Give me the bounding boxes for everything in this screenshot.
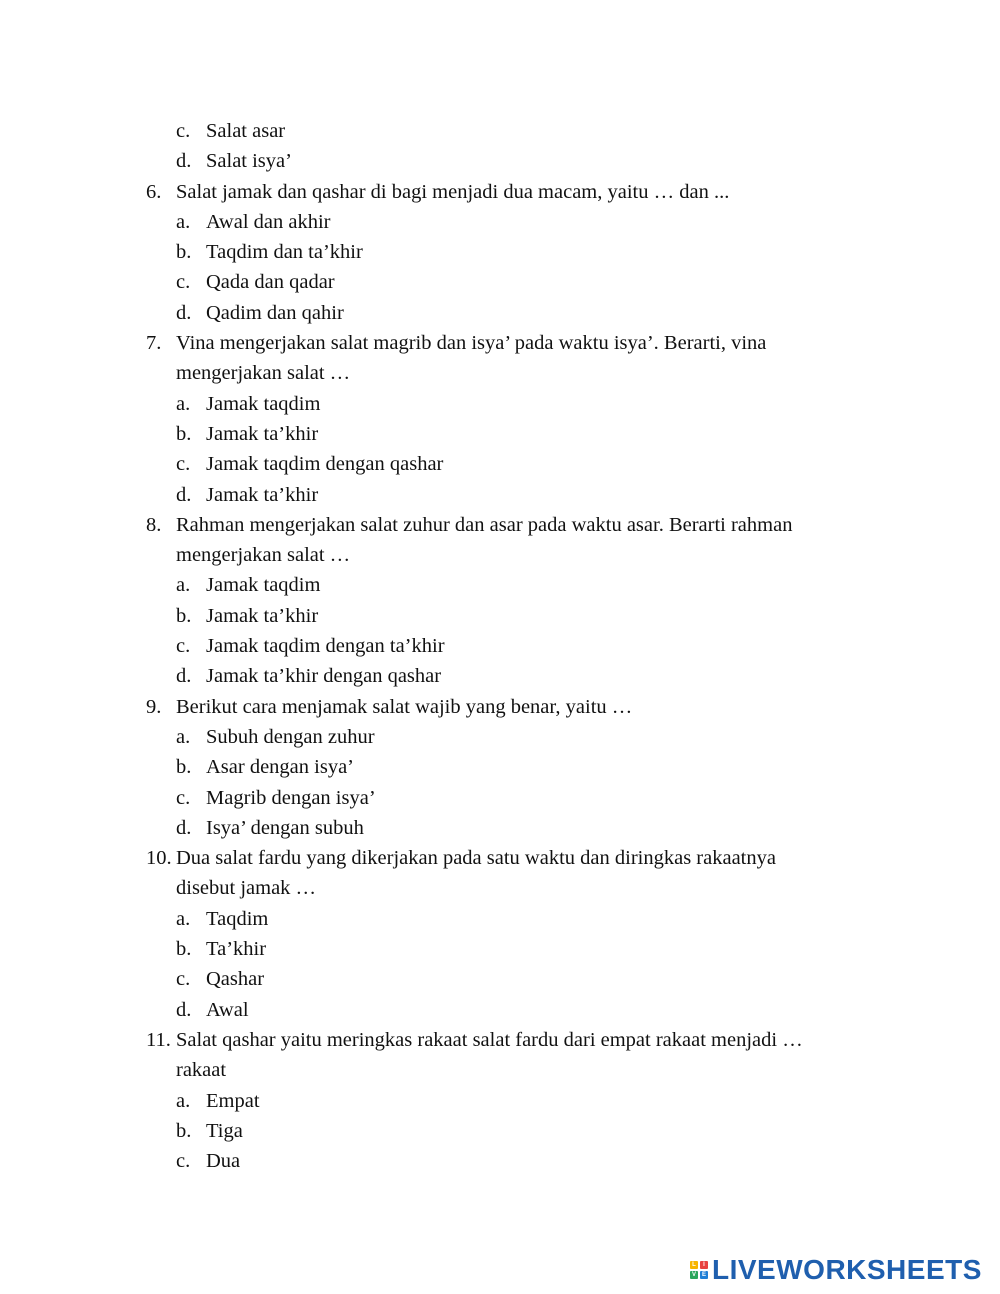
answer-option xyxy=(0,237,1000,267)
option-letter: d. xyxy=(176,150,192,173)
answer-option xyxy=(0,601,1000,631)
question-line xyxy=(0,843,1000,873)
option-letter: b. xyxy=(176,422,192,445)
option-letter: d. xyxy=(176,301,192,324)
answer-option xyxy=(0,449,1000,479)
option-text: Salat asar xyxy=(206,120,286,142)
option-text: Jamak ta’khir dengan qashar xyxy=(206,665,442,688)
answer-option xyxy=(0,298,1000,328)
brand-name: LIVEWORKSHEETS xyxy=(712,1254,982,1285)
option-letter: c. xyxy=(176,453,191,476)
answer-option xyxy=(0,752,1000,782)
question-number: 7. xyxy=(146,332,162,355)
option-letter: d. xyxy=(176,816,192,839)
question-number: 6. xyxy=(146,180,162,203)
option-text: Dua xyxy=(206,1150,241,1173)
option-letter: b. xyxy=(176,604,192,627)
answer-option xyxy=(0,904,1000,934)
option-letter: b. xyxy=(176,241,192,264)
liveworksheets-logo-icon xyxy=(690,1261,708,1279)
option-text: Jamak taqdim dengan ta’khir xyxy=(206,635,445,658)
question-text: disebut jamak … xyxy=(176,877,317,900)
answer-option xyxy=(0,995,1000,1025)
question-text: Vina mengerjakan salat magrib dan isya’ pada waktu isya’. Berarti, vina xyxy=(176,332,767,355)
option-text: Jamak taqdim dengan qashar xyxy=(206,453,444,476)
question-line xyxy=(0,510,1000,540)
question-line-continued xyxy=(0,540,1000,570)
question-line xyxy=(0,177,1000,207)
option-text: Awal xyxy=(206,998,249,1021)
option-text: Asar dengan isya’ xyxy=(206,756,355,779)
option-text: Jamak ta’khir xyxy=(206,483,319,506)
answer-option xyxy=(0,813,1000,843)
question-text: Dua salat fardu yang dikerjakan pada satu waktu dan diringkas rakaatnya xyxy=(176,847,776,870)
question-line-continued xyxy=(0,1055,1000,1085)
question-number: 10. xyxy=(146,847,172,870)
answer-option xyxy=(0,419,1000,449)
answer-option xyxy=(0,480,1000,510)
answer-option xyxy=(0,267,1000,297)
question-number: 8. xyxy=(146,513,162,536)
worksheet-page xyxy=(0,116,1000,1176)
option-letter: d. xyxy=(176,998,192,1021)
question-text: mengerjakan salat … xyxy=(176,544,351,567)
option-letter: d. xyxy=(176,665,192,688)
question-line-continued xyxy=(0,873,1000,903)
option-text: Magrib dengan isya’ xyxy=(206,786,376,809)
option-text: Jamak taqdim xyxy=(206,574,321,597)
option-text: Qada dan qadar xyxy=(206,271,335,294)
option-text: Subuh dengan zuhur xyxy=(206,725,375,748)
answer-option xyxy=(0,722,1000,752)
option-letter: a. xyxy=(176,392,191,415)
option-letter: a. xyxy=(176,1089,191,1112)
option-letter: b. xyxy=(176,1119,192,1142)
question-line xyxy=(0,328,1000,358)
option-letter: a. xyxy=(176,574,191,597)
option-letter: c. xyxy=(176,1150,191,1173)
question-text: Berikut cara menjamak salat wajib yang benar, yaitu … xyxy=(176,695,633,718)
option-text: Tiga xyxy=(206,1119,243,1142)
answer-option xyxy=(0,964,1000,994)
option-letter: b. xyxy=(176,938,192,961)
option-text: Salat isya’ xyxy=(206,150,292,173)
option-letter: c. xyxy=(176,786,191,809)
answer-option xyxy=(0,631,1000,661)
answer-option xyxy=(0,934,1000,964)
option-letter: a. xyxy=(176,210,191,233)
option-letter: b. xyxy=(176,756,192,779)
answer-option xyxy=(0,146,1000,176)
answer-option xyxy=(0,661,1000,691)
option-text: Awal dan akhir xyxy=(206,210,331,233)
answer-option xyxy=(0,389,1000,419)
option-letter: a. xyxy=(176,725,191,748)
answer-option xyxy=(0,783,1000,813)
question-line xyxy=(0,692,1000,722)
option-letter: c. xyxy=(176,635,191,658)
answer-option xyxy=(0,1146,1000,1176)
option-text: Empat xyxy=(206,1089,260,1112)
question-number: 9. xyxy=(146,695,162,718)
option-text: Isya’ dengan subuh xyxy=(206,816,364,839)
option-text: Jamak ta’khir xyxy=(206,422,319,445)
option-letter: d. xyxy=(176,483,192,506)
answer-option xyxy=(0,116,1000,146)
option-text: Jamak ta’khir xyxy=(206,604,319,627)
logo-tile: L xyxy=(690,1261,698,1269)
logo-tile: E xyxy=(701,1272,706,1278)
question-number: 11. xyxy=(146,1028,171,1051)
option-letter: c. xyxy=(176,120,191,142)
option-letter: c. xyxy=(176,968,191,991)
question-line-continued xyxy=(0,358,1000,388)
answer-option xyxy=(0,1086,1000,1116)
option-text: Qadim dan qahir xyxy=(206,301,344,324)
question-text: Salat jamak dan qashar di bagi menjadi dua macam, yaitu … dan ... xyxy=(176,180,730,203)
answer-option xyxy=(0,1116,1000,1146)
question-text: Rahman mengerjakan salat zuhur dan asar pada waktu asar. Berarti rahman xyxy=(176,513,793,536)
option-letter: a. xyxy=(176,907,191,930)
question-text: rakaat xyxy=(176,1059,227,1082)
option-text: Jamak taqdim xyxy=(206,392,321,415)
answer-option xyxy=(0,570,1000,600)
liveworksheets-brand xyxy=(690,1252,982,1288)
logo-tile: V xyxy=(691,1272,696,1278)
option-letter: c. xyxy=(176,271,191,294)
option-text: Taqdim xyxy=(206,907,269,930)
option-text: Qashar xyxy=(206,968,265,991)
option-text: Ta’khir xyxy=(206,938,267,961)
question-text: Salat qashar yaitu meringkas rakaat salat fardu dari empat rakaat menjadi … xyxy=(176,1028,803,1051)
question-text: mengerjakan salat … xyxy=(176,362,351,385)
logo-tile: I xyxy=(700,1261,708,1269)
option-text: Taqdim dan ta’khir xyxy=(206,241,363,264)
answer-option xyxy=(0,207,1000,237)
question-line xyxy=(0,1025,1000,1055)
